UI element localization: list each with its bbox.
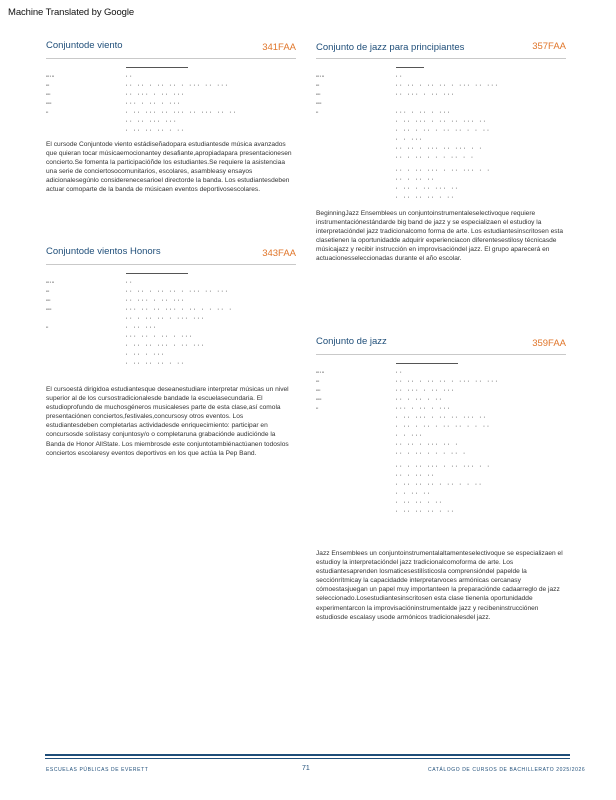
info-row: ▪▪▪ ▪▪ ▪▪ ▪ ▪▪ ▪▪ ▪ ▪▪▪ ▪▪ ▪▪▪ [316,82,500,87]
course-info-table [316,363,566,515]
info-row: ▪ ▪▪ ▪▪ ▪▪ ▪ ▪▪ [396,194,456,199]
course-honors-wind-ensemble [46,246,296,458]
info-row: ▪ ▪▪ ▪▪ ▪▪ ▪ ▪▪ ▪ ▪ ▪▪ [396,481,484,486]
info-row: ▪▪▪▪ ▪▪ ▪▪▪ ▪ ▪▪ ▪▪▪ [46,297,187,302]
info-row: ▪▪▪▪ ▪▪ ▪▪▪ ▪ ▪▪ ▪▪▪ [316,91,457,96]
info-row: ▪ ▪▪ ▪▪ ▪▪ ▪ ▪▪ [396,508,456,513]
info-row: ▪▪▪▪▪ ▪▪ ▪ ▪▪ ▪ ▪▪ [316,396,444,401]
course-code: 343FAA [262,248,296,259]
footer-district: ESCUELAS PÚBLICAS DE EVERETT [46,767,149,773]
info-row: ▪▪ ▪ ▪▪ ▪ ▪ ▪ ▪▪ ▪ [396,450,468,455]
info-row: ▪▪▪ ▪ ▪▪ ▪▪ [46,73,135,78]
info-row: ▪▪ ▪▪ ▪▪▪ ▪▪▪ [126,118,179,123]
info-row: ▪▪ ▪▪ ▪ ▪▪▪ ▪▪ ▪▪▪ ▪ ▪ [396,145,484,150]
course-title: Conjunto de jazz [316,336,387,347]
info-row: ▪ ▪ ▪▪ ▪▪ [396,490,432,495]
course-info-table [46,273,296,367]
info-underline [126,67,188,68]
course-jazz-ensemble [316,336,566,622]
info-row: ▪▪ ▪ ▪▪ ▪▪▪ [46,324,159,329]
footer-rule [45,754,570,756]
info-row: ▪ ▪▪ ▪▪ ▪▪▪ ▪ ▪▪ ▪▪▪ [126,342,206,347]
course-header [316,336,566,355]
info-row: ▪ ▪▪ ▪ ▪▪ ▪▪▪ ▪▪ [396,185,460,190]
course-header [46,40,296,59]
info-row: ▪▪▪▪▪ ▪▪▪ ▪ ▪▪ ▪ ▪▪▪ [46,100,182,105]
info-row: ▪▪▪▪▪ [316,100,322,105]
info-row: ▪ ▪▪ ▪ ▪▪ ▪ ▪▪ ▪▪ ▪ ▪ ▪▪ [396,423,492,428]
info-row: ▪▪▪ ▪▪ ▪▪ ▪ ▪▪ ▪▪ ▪ ▪▪▪ ▪▪ ▪▪▪ [46,288,230,293]
info-row: ▪ ▪▪ ▪▪ ▪▪ ▪ ▪▪ [126,360,186,365]
course-header [316,40,566,59]
info-underline [126,273,188,274]
info-row: ▪ ▪ ▪▪▪ [396,432,424,437]
info-row: ▪ ▪▪ ▪▪▪ ▪ ▪▪ ▪▪ ▪▪▪ ▪▪ [396,118,488,123]
footer-rule-thin [45,758,570,759]
info-row: ▪▪ ▪ ▪▪ ▪▪ [396,176,436,181]
info-row: ▪▪ ▪▪▪ ▪ ▪▪ ▪ ▪▪▪ [316,405,452,410]
info-row: ▪▪▪▪ ▪▪ ▪▪▪ ▪ ▪▪ ▪▪▪ [316,387,457,392]
page-number: 71 [302,765,310,772]
info-row: ▪▪▪ ▪▪ ▪▪ ▪ ▪▪ ▪▪ ▪ ▪▪▪ ▪▪ ▪▪▪ [46,82,230,87]
course-description: BeginningJazz Ensemblees un conjuntoinstrumentaleselectivoque requiere instrumentaciónestándarde big band de jazz y se especializaen el estudioy la interpretacióndel jazz tradicionalcomo forma de arte. Los estudiantesinscritosen esta clasetienen la oportunidadde adquirir experienciacon diferentesestilosy técnicasde músicajazz y recibir instrucción en improvisacióndel jazz. El grupo aparecerá en actuacionesseleccionadas durante el año escolar. [316,210,564,263]
info-row: ▪▪ ▪ ▪▪ ▪▪▪ ▪ ▪▪ ▪▪▪ ▪ ▪ [396,463,492,468]
info-row: ▪▪▪ ▪ ▪▪ ▪▪ [316,369,405,374]
info-row: ▪▪ ▪ ▪▪ ▪▪ [396,472,436,477]
info-row: ▪ ▪▪ ▪▪ ▪ ▪▪ [396,499,444,504]
info-row: ▪▪▪ ▪ ▪▪ ▪▪ [46,279,135,284]
info-row: ▪▪ ▪▪▪ ▪ ▪▪ ▪ ▪▪▪ [316,109,452,114]
course-title: Conjuntode viento [46,40,123,51]
info-row: ▪ ▪▪ ▪▪▪ ▪ ▪▪ ▪▪ ▪▪▪ ▪▪ [396,414,488,419]
info-row: ▪▪ ▪ ▪▪ ▪▪ ▪ ▪▪▪ ▪▪▪ [126,315,206,320]
info-underline [396,67,424,68]
course-title: Conjuntode vientos Honors [46,246,161,257]
info-row: ▪ ▪▪ ▪ ▪▪▪ [126,351,166,356]
course-wind-ensemble [46,40,296,195]
course-header [46,246,296,265]
info-row: ▪▪ ▪ ▪▪ ▪▪▪ ▪▪ ▪▪▪ ▪▪ ▪▪▪ ▪▪ ▪▪ [46,109,238,114]
info-row: ▪▪ ▪▪ ▪ ▪▪▪ ▪▪ ▪ [396,441,460,446]
course-code: 357FAA [532,41,566,52]
machine-translated-banner: Machine Translated by Google [8,7,135,18]
course-info-table [46,67,296,134]
info-row: ▪ ▪ ▪▪▪ [396,136,424,141]
course-title: Conjunto de jazz para principiantes [316,42,465,53]
info-row: ▪ ▪▪ ▪ ▪▪ ▪ ▪▪ ▪▪ ▪ ▪ ▪▪ [396,127,492,132]
info-row: ▪ ▪▪ ▪▪ ▪▪ ▪ ▪▪ [126,127,186,132]
course-description: Jazz Ensemblees un conjuntoinstrumentalaltamenteselectivoque se especializaen el estudioy la interpretacióndel jazz tradicionalcomoforma de arte. Los estudiantesaprenden losmaticesestilísticosla comprensióndel papelde la secciónrítmicay la capacidadde interpretarvoces armónicas cercanasy cómoestasjuegan un papel muy importanteen la preparaciónde cadaarreglo de jazz seleccionado.Losestudiantesinscritosen esta clase tienenla oportunidadde experimentarcon la improvisacióninstrumentalde jazz y recibeninstrucciónen estudiosde escalasy usode armónicos tradicionalesdel jazz. [316,550,563,621]
info-row: ▪▪▪▪▪ ▪▪▪ ▪▪ ▪▪ ▪▪▪ ▪ ▪▪ ▪ ▪ ▪▪ ▪ [46,306,234,311]
course-beginning-jazz [316,40,566,264]
info-underline [396,363,458,364]
footer-catalog: CATÁLOGO DE CURSOS DE BACHILLERATO 2025/2026 [428,767,586,773]
course-description: El cursoestá dirigidoa estudiantesque deseanestudiare interpretar músicas un nivel superior al de los cursostradicionalesde bandade la escuelasecundaria. El estudioprofundo de muchosgéneros musicaleses parte de esta clase,así comola presentaciónen conciertos,festivales,concursosy otros eventos. Los estudiantesdeben completarlas actividadesde enriquecimiento: participar en concursosde solistasy conjuntosy/o o completaruna grabaciónde audiciónde la Banda de Honor AllState. Los miembrosde este conjuntotambiénactúanen todoslos conciertos escolaresy eventos deportivos en los que actúa la Pep Band. [46,386,289,457]
course-description: El cursode Conjuntode viento estádiseñadopara estudiantesde música avanzados que quieran tocar músicaemocionantey desafiante,apropiadapara presentacionesen concierto.Se fomenta la participacióñde los estudiantes.Se requiere la asistenciaa una serie de conciertosocomunitarios, escolares, asambleasy ensayos adicionalesegúnlo considerenecesarioel directorde la banda. Los estudiantesdeben actuar comoparte de la banda de músicaen eventos deportivosescolares. [46,141,292,194]
info-row: ▪▪ ▪ ▪▪ ▪ ▪ ▪ ▪▪ ▪ ▪ [396,154,476,159]
info-row: ▪▪▪ ▪▪ ▪ ▪▪ ▪ ▪▪▪ [126,333,194,338]
course-info-table [316,67,566,201]
course-code: 341FAA [262,42,296,53]
course-code: 359FAA [532,338,566,349]
info-row: ▪▪▪▪ ▪▪ ▪▪▪ ▪ ▪▪ ▪▪▪ [46,91,187,96]
info-row: ▪▪▪ ▪ ▪▪ ▪▪ [316,73,405,78]
info-row: ▪▪ ▪ ▪▪ ▪▪▪ ▪ ▪▪ ▪▪▪ ▪ ▪ [396,167,492,172]
info-row: ▪▪▪ ▪▪ ▪▪ ▪ ▪▪ ▪▪ ▪ ▪▪▪ ▪▪ ▪▪▪ [316,378,500,383]
